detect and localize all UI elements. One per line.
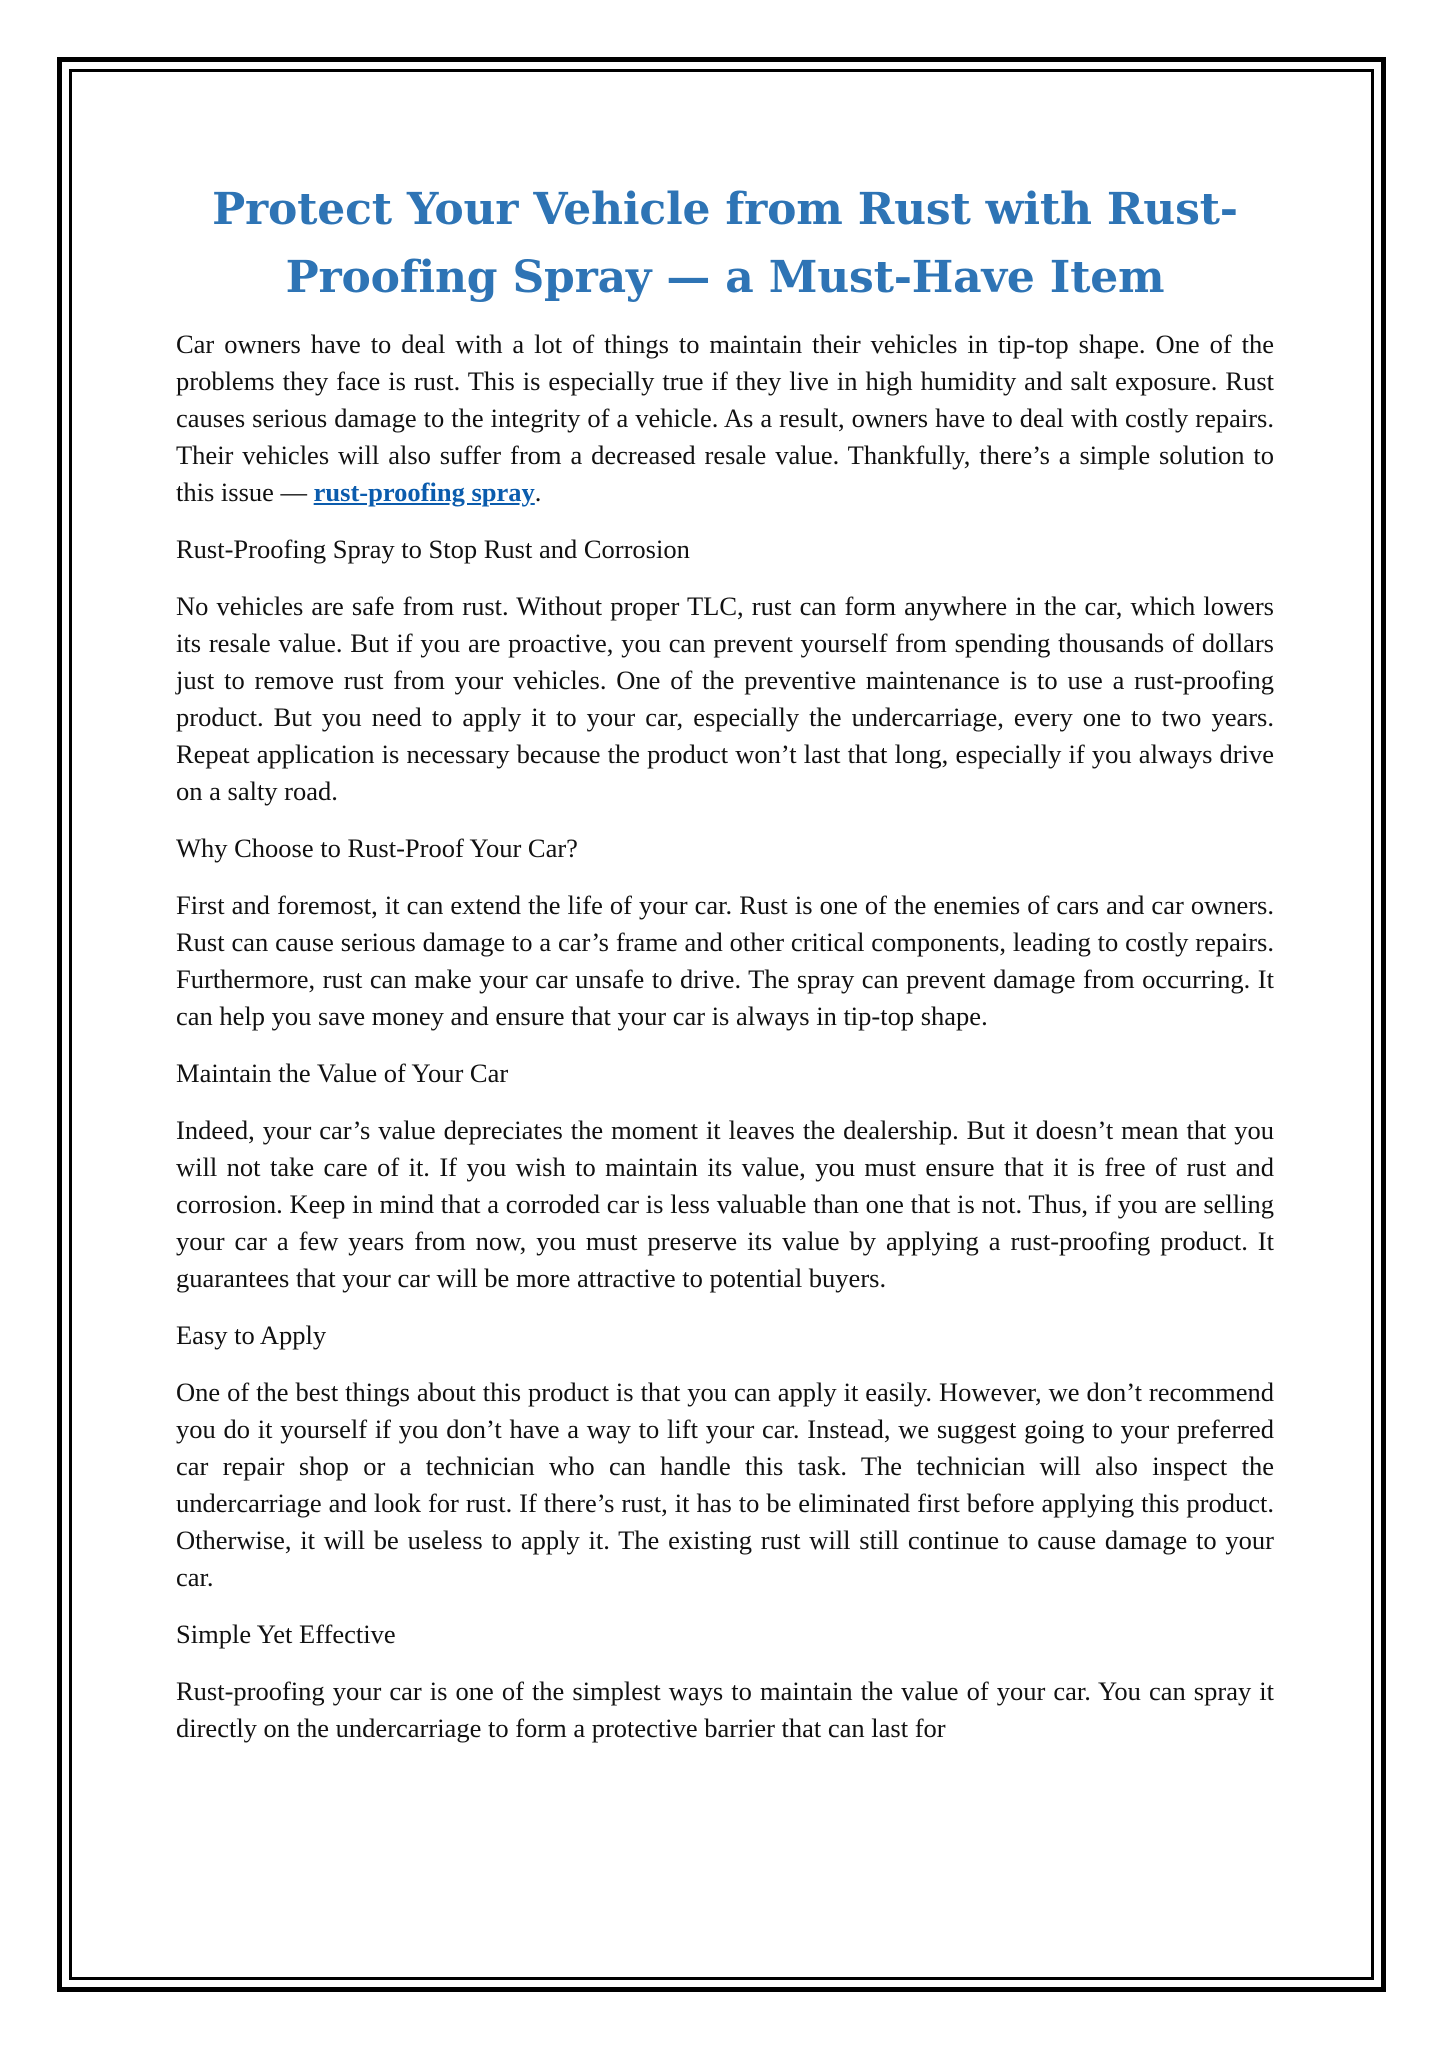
intro-text: Car owners have to deal with a lot of things to maintain their vehicles in tip-top shape. One of the problems they face is rust. This is especially true if they live in high humidity and salt exposure. Rust causes serious damage to the integrity of a vehicle. As a result, owners have to deal with costly repairs. Their vehicles will also suffer from a decreased resale value. Thankfully, there’s a simple solution to this issue — bbox=[176, 329, 1274, 507]
intro-paragraph bbox=[176, 326, 1274, 511]
section-body-maintain-value: Indeed, your car’s value depreciates the moment it leaves the dealership. But it doesn’t mean that you will not take care of it. If you wish to maintain its value, you must ensure that it is free of rust and corrosion. Keep in mind that a corroded car is less valuable than one that is not. Thus, if you are selling your car a few years from now, you must preserve its value by applying a rust-proofing product. It guarantees that your car will be more attractive to potential buyers. bbox=[176, 1115, 1274, 1293]
document-body bbox=[176, 176, 1274, 1767]
rust-proofing-spray-link[interactable]: rust-proofing spray bbox=[313, 477, 535, 507]
section-heading-maintain-value: Maintain the Value of Your Car bbox=[176, 1058, 509, 1088]
section-heading-why-choose: Why Choose to Rust-Proof Your Car? bbox=[176, 833, 578, 863]
section-heading-rust-proofing-spray: Rust-Proofing Spray to Stop Rust and Corrosion bbox=[176, 534, 690, 564]
section-heading-simple-yet-effective: Simple Yet Effective bbox=[176, 1619, 396, 1649]
section-body-simple-yet-effective: Rust-proofing your car is one of the simplest ways to maintain the value of your car. You can spray it directly on the undercarriage to form a protective barrier that can last for bbox=[176, 1676, 1274, 1743]
section-heading-easy-to-apply: Easy to Apply bbox=[176, 1320, 327, 1350]
page-title: Protect Your Vehicle from Rust with Rust-Proofing Spray — a Must-Have Item bbox=[212, 184, 1238, 303]
section-body-rust-proofing-spray: No vehicles are safe from rust. Without proper TLC, rust can form anywhere in the car, which lowers its resale value. But if you are proactive, you can prevent yourself from spending thousands of dollars just to remove rust from your vehicles. One of the preventive maintenance is to use a rust-proofing product. But you need to apply it to your car, especially the undercarriage, every one to two years. Repeat application is necessary because the product won’t last that long, especially if you always drive on a salty road. bbox=[176, 591, 1274, 806]
section-body-why-choose: First and foremost, it can extend the life of your car. Rust is one of the enemies of cars and car owners. Rust can cause serious damage to a car’s frame and other critical components, leading to costly repairs. Furthermore, rust can make your car unsafe to drive. The spray can prevent damage from occurring. It can help you save money and ensure that your car is always in tip-top shape. bbox=[176, 890, 1274, 1031]
section-body-easy-to-apply: One of the best things about this product is that you can apply it easily. However, we don’t recommend you do it yourself if you don’t have a way to lift your car. Instead, we suggest going to your preferred car repair shop or a technician who can handle this task. The technician will also inspect the undercarriage and look for rust. If there’s rust, it has to be eliminated first before applying this product. Otherwise, it will be useless to apply it. The existing rust will still continue to cause damage to your car. bbox=[176, 1377, 1274, 1592]
intro-end: . bbox=[534, 477, 542, 507]
